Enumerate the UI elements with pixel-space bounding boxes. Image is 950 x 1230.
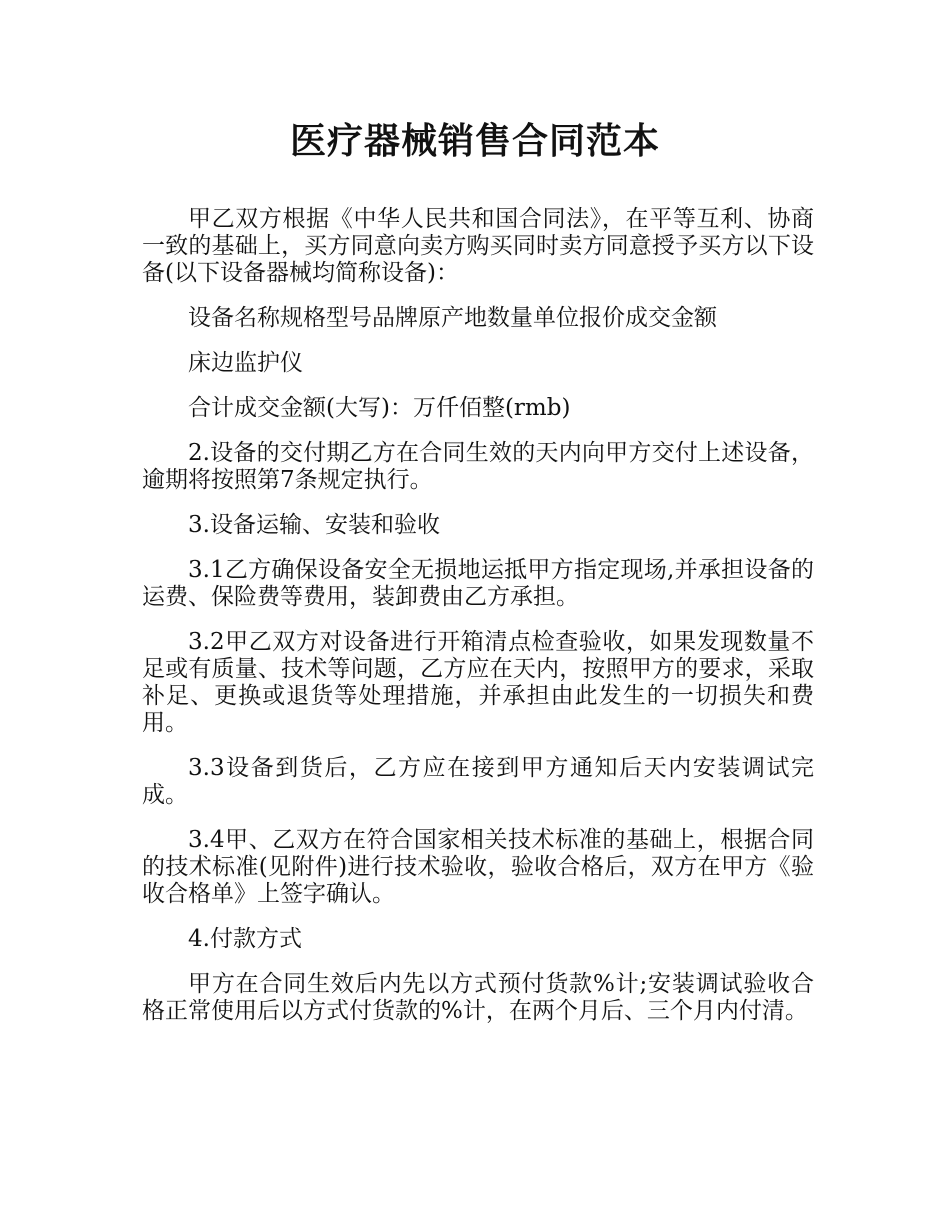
- paragraph-section-4-heading: 4.付款方式: [188, 926, 302, 952]
- paragraph-section-3-2: 3.2甲乙双方对设备进行开箱清点检查验收，如果发现数量不足或有质量、技术等问题，乙方应在天内，按照甲方的要求，采取补足、更换或退货等处理措施，并承担由此发生的一切损失和费用。: [142, 629, 814, 736]
- document-title: 医疗器械销售合同范本: [289, 121, 660, 162]
- paragraph-intro: 甲乙双方根据《中华人民共和国合同法》，在平等互利、协商一致的基础上，买方同意向卖方购买同时卖方同意授予买方以下设备(以下设备器械均简称设备)：: [142, 206, 814, 286]
- document-body: [142, 206, 814, 1043]
- paragraph-total-amount: 合计成交金额(大写)：万仟佰整(rmb): [188, 395, 571, 421]
- paragraph-payment: 甲方在合同生效后内先以方式预付货款%计;安装调试验收合格正常使用后以方式付货款的%计，在两个月后、三个月内付清。: [142, 971, 814, 1024]
- paragraph-delivery: 2.设备的交付期乙方在合同生效的天内向甲方交付上述设备，逾期将按照第7条规定执行。: [142, 440, 814, 493]
- paragraph-equipment-item: 床边监护仪: [188, 350, 303, 376]
- paragraph-section-3-4: 3.4甲、乙双方在符合国家相关技术标准的基础上，根据合同的技术标准(见附件)进行技术验收，验收合格后，双方在甲方《验收合格单》上签字确认。: [142, 827, 814, 907]
- paragraph-section-3-heading: 3.设备运输、安装和验收: [188, 512, 440, 538]
- paragraph-section-3-1: 3.1乙方确保设备安全无损地运抵甲方指定现场,并承担设备的运费、保险费等费用，装卸费由乙方承担。: [142, 557, 814, 610]
- paragraph-section-3-3: 3.3设备到货后，乙方应在接到甲方通知后天内安装调试完成。: [142, 755, 814, 808]
- paragraph-equipment-header: 设备名称规格型号品牌原产地数量单位报价成交金额: [188, 305, 717, 331]
